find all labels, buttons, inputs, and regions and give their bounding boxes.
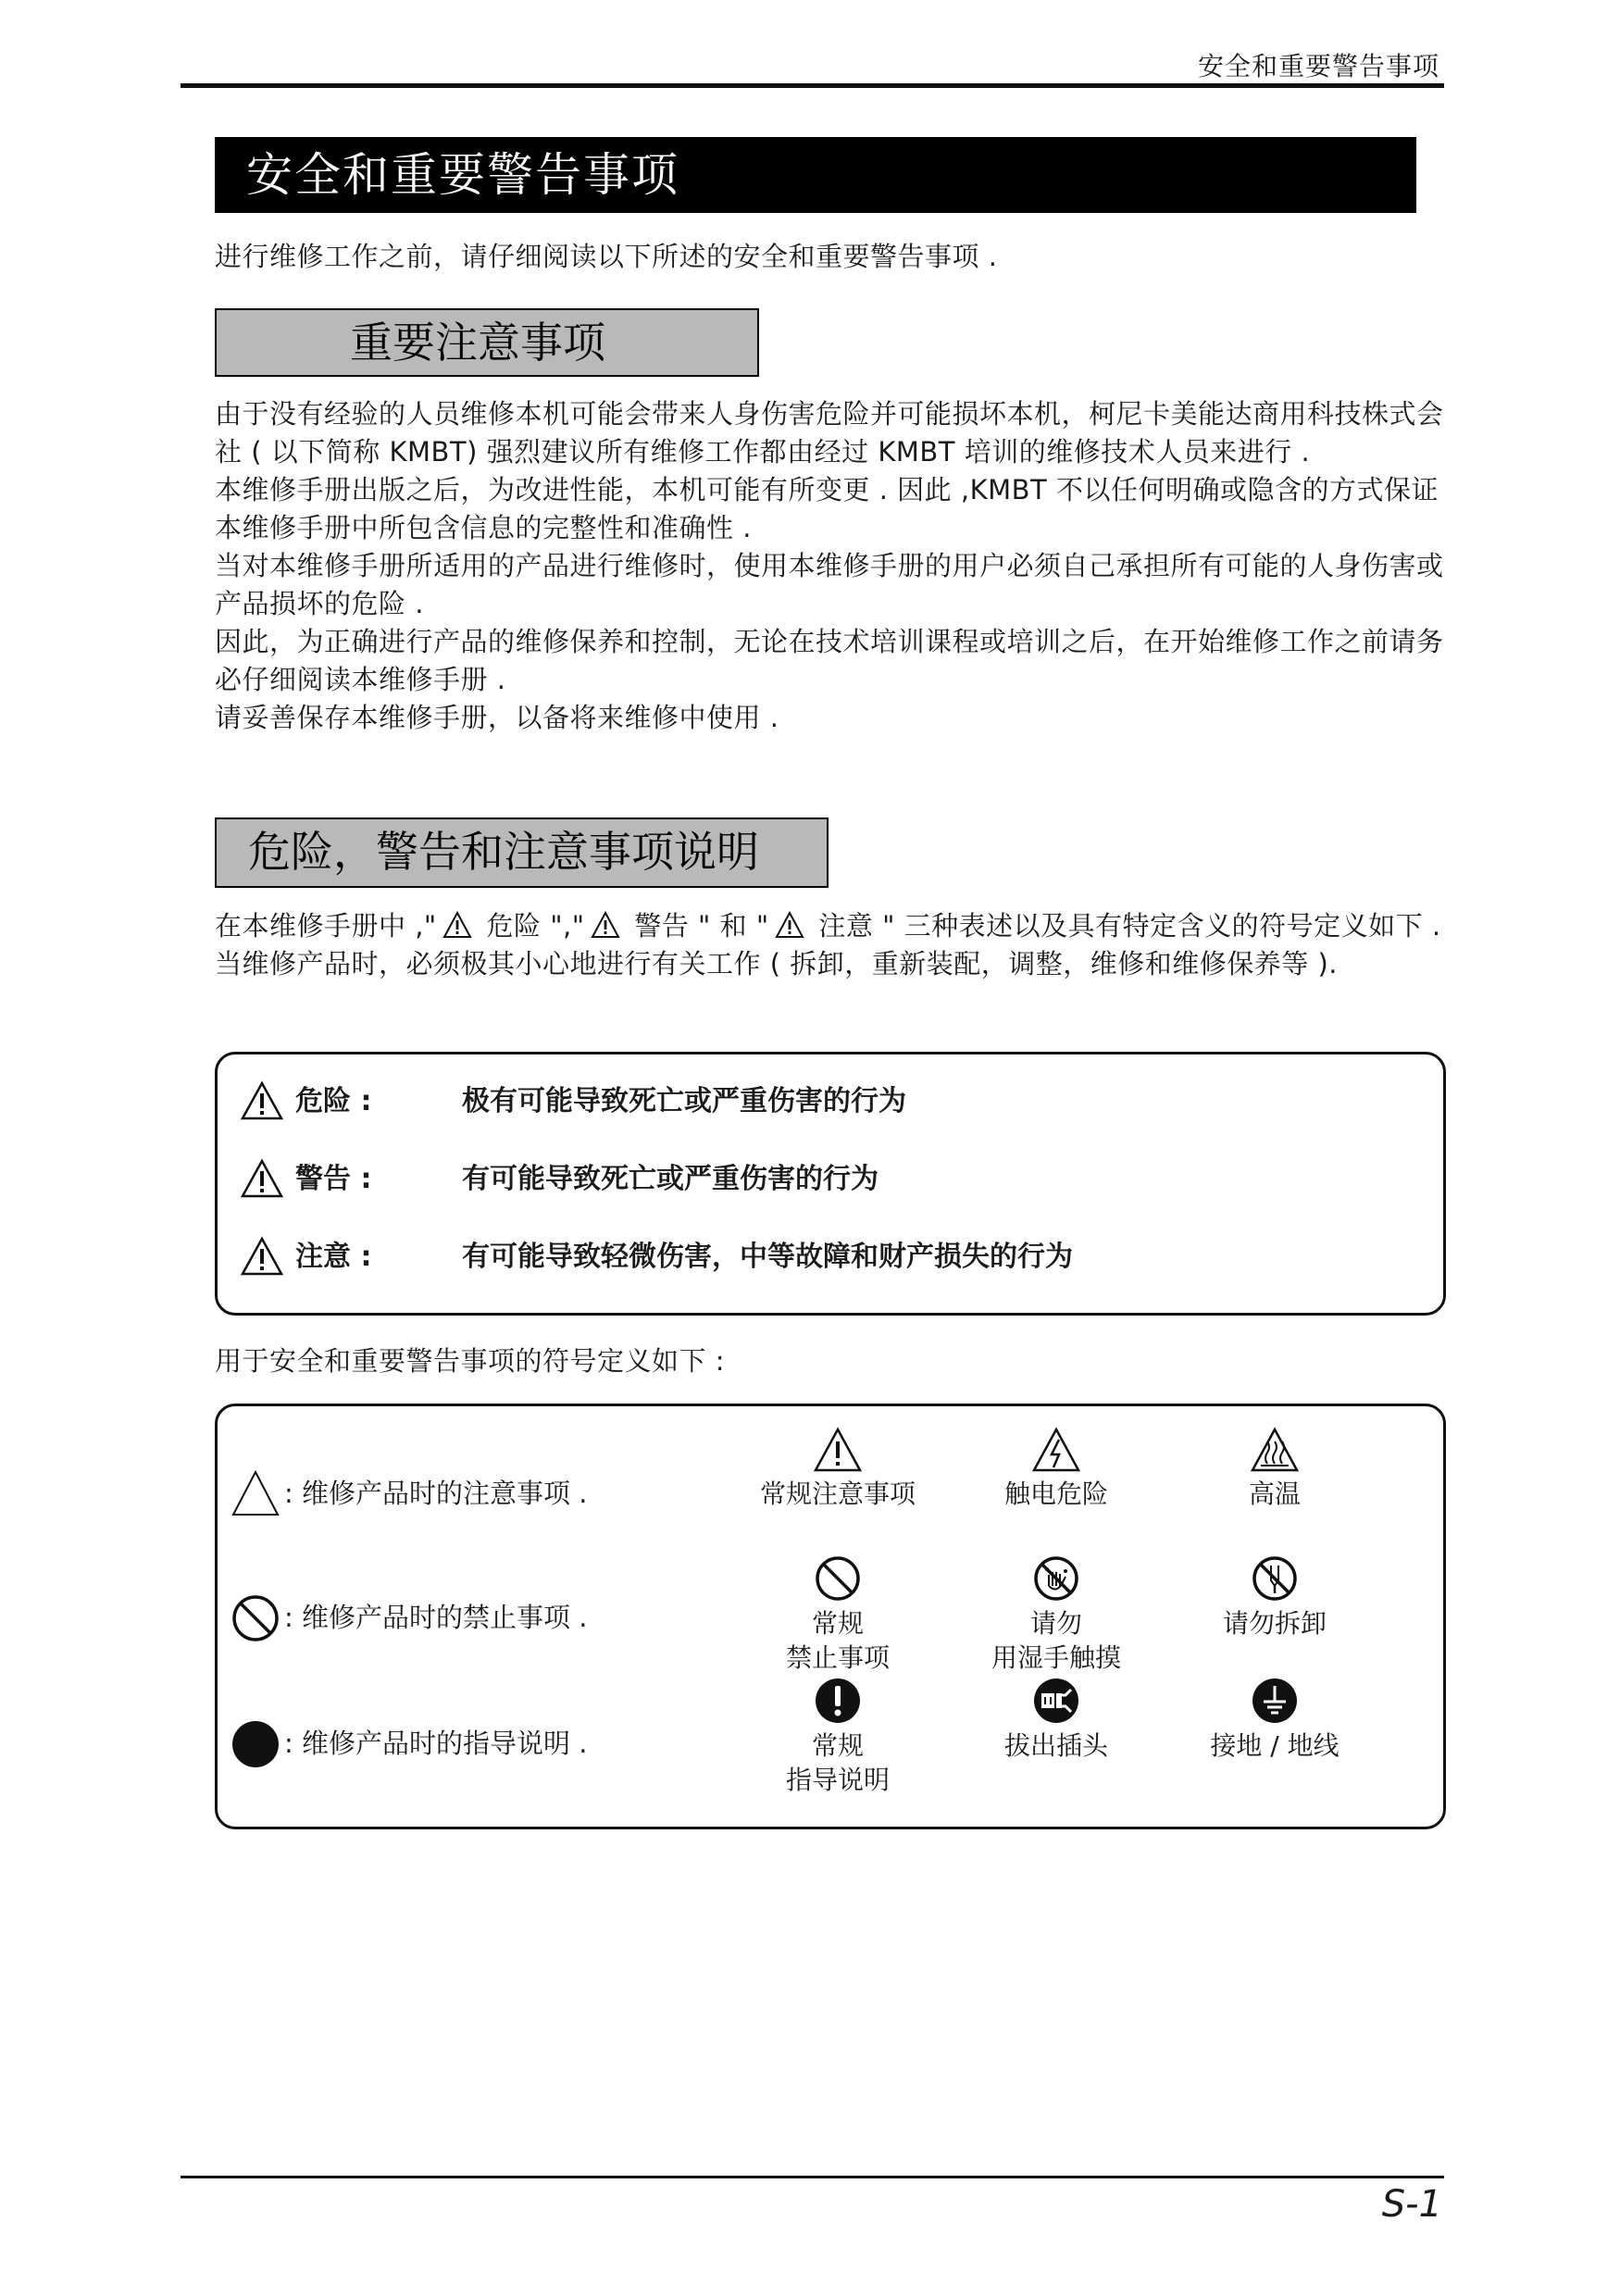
important-body xyxy=(215,395,1446,737)
symbol-general-prohibition: 常规 禁止事项 xyxy=(736,1554,940,1675)
symbol-general-caution: 常规注意事项 xyxy=(736,1427,940,1511)
symbol-general-instruction: 常规 指导说明 xyxy=(736,1677,940,1797)
hazard-level-desc: 有可能导致轻微伤害，中等故障和财产损失的行为 xyxy=(462,1241,1073,1273)
hazard-body xyxy=(215,907,1446,983)
footer-rule xyxy=(181,2176,1444,2178)
warning-triangle-icon xyxy=(240,1080,284,1121)
intro-text: 进行维修工作之前，请仔细阅读以下所述的安全和重要警告事项 . xyxy=(215,241,998,272)
symbols-intro: 用于安全和重要警告事项的符号定义如下 : xyxy=(215,1345,725,1377)
triangle-outline-icon xyxy=(231,1469,280,1517)
important-paragraph-4: 因此，为正确进行产品的维修保养和控制，无论在技术培训课程或培训之后，在开始维修工作之前请务必仔细阅读本维修手册 . xyxy=(215,626,1444,695)
symbol-high-temperature: 高温 xyxy=(1173,1427,1377,1511)
symbol-ground: 接地 / 地线 xyxy=(1173,1677,1377,1763)
no-wet-hands-icon xyxy=(1032,1554,1080,1603)
header-rule xyxy=(181,83,1444,88)
important-heading: 重要注意事项 xyxy=(215,308,759,377)
hazard-level-label: 危险 : xyxy=(295,1085,372,1117)
hazard-level-label: 注意 : xyxy=(295,1241,372,1273)
hot-surface-triangle-icon xyxy=(1250,1427,1300,1473)
hazard-level-desc: 极有可能导致死亡或严重伤害的行为 xyxy=(462,1085,906,1117)
electric-shock-triangle-icon xyxy=(1031,1427,1081,1473)
symbol-unplug: 拔出插头 xyxy=(954,1677,1158,1763)
prohibition-circle-icon xyxy=(231,1593,280,1643)
hazard-levels-box xyxy=(215,1052,1446,1316)
hazard-level-label: 警告 : xyxy=(295,1163,372,1195)
warning-triangle-icon xyxy=(591,911,620,939)
important-paragraph-3: 当对本维修手册所适用的产品进行维修时，使用本维修手册的用户必须自己承担所有可能的人身伤害或产品损坏的危险 . xyxy=(215,550,1444,619)
warning-triangle-icon xyxy=(240,1158,284,1199)
symbol-no-wet-hands: 请勿 用湿手触摸 xyxy=(954,1554,1158,1675)
exclamation-triangle-icon xyxy=(813,1427,863,1473)
symbol-electric-shock: 触电危险 xyxy=(954,1427,1158,1511)
prohibition-circle-icon xyxy=(814,1554,862,1603)
page-title: 安全和重要警告事项 xyxy=(215,137,1416,213)
symbols-box: : 维修产品时的注意事项 . : 维修产品时的禁止事项 . : 维修产品时的指导说明 . 常规注意事项 触电危险 高温 常规 禁止事项 请勿 用湿手触摸 请勿拆卸 常规 指导说明 拔出插头 接地 / 地线 xyxy=(215,1404,1446,1829)
unplug-icon xyxy=(1032,1677,1080,1725)
important-paragraph-5: 请妥善保存本维修手册，以备将来维修中使用 . xyxy=(215,702,779,733)
exclamation-filled-circle-icon xyxy=(814,1677,862,1725)
hazard-line-2: 当维修产品时，必须极其小心地进行有关工作 ( 拆卸，重新装配，调整，维修和维修保养等 ). xyxy=(215,948,1339,980)
warning-triangle-icon xyxy=(775,911,804,939)
symbol-no-disassembly: 请勿拆卸 xyxy=(1173,1554,1377,1641)
filled-circle-icon xyxy=(231,1719,280,1769)
page-number: S-1 xyxy=(1381,2183,1442,2226)
important-paragraph-1: 由于没有经验的人员维修本机可能会带来人身伤害危险并可能损坏本机，柯尼卡美能达商用科技株式会社 ( 以下简称 KMBT) 强烈建议所有维修工作都由经过 KMBT 培训的维修技术人员来进行 . xyxy=(215,398,1444,468)
no-disassembly-icon xyxy=(1251,1554,1299,1603)
important-paragraph-2: 本维修手册出版之后，为改进性能，本机可能有所变更 . 因此 ,KMBT 不以任何明确或隐含的方式保证本维修手册中所包含信息的完整性和准确性 . xyxy=(215,474,1439,543)
running-header: 安全和重要警告事项 xyxy=(1197,51,1439,81)
hazard-line-1: 在本维修手册中 ," 危险 "," 警告 " 和 " 注意 " 三种表述以及具有特定含义的符号定义如下 . xyxy=(215,910,1441,942)
ground-icon xyxy=(1251,1677,1299,1725)
hazard-level-desc: 有可能导致死亡或严重伤害的行为 xyxy=(462,1163,879,1195)
warning-triangle-icon xyxy=(240,1236,284,1277)
warning-triangle-icon xyxy=(442,911,472,939)
hazard-heading: 危险，警告和注意事项说明 xyxy=(215,817,829,888)
